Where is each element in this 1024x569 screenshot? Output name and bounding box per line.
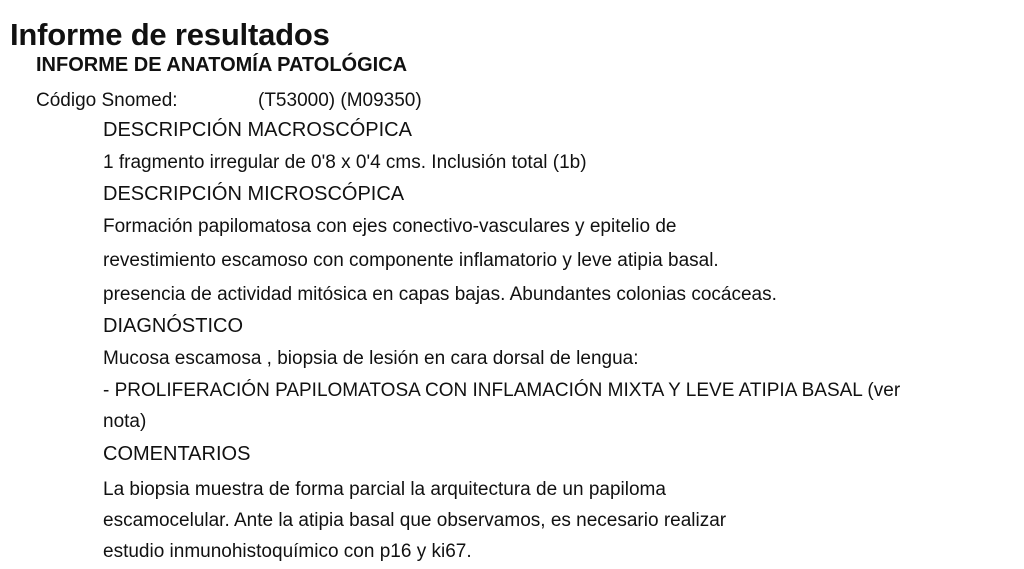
microscopic-line-2: revestimiento escamoso con componente inflamatorio y leve atipia basal. xyxy=(103,250,719,271)
macroscopic-text: 1 fragmento irregular de 0'8 x 0'4 cms. Inclusión total (1b) xyxy=(103,152,587,173)
comments-line-1: La biopsia muestra de forma parcial la arquitectura de un papiloma xyxy=(103,479,666,500)
diagnosis-line-2: - PROLIFERACIÓN PAPILOMATOSA CON INFLAMACIÓN MIXTA Y LEVE ATIPIA BASAL (ver xyxy=(103,380,901,401)
comments-line-3: estudio inmunohistoquímico con p16 y ki67. xyxy=(103,541,472,562)
report-title: INFORME DE ANATOMÍA PATOLÓGICA xyxy=(36,54,408,76)
comments-line-2: escamocelular. Ante la atipia basal que observamos, es necesario realizar xyxy=(103,510,727,531)
snomed-value: (T53000) (M09350) xyxy=(258,90,422,111)
diagnosis-line-3: nota) xyxy=(103,411,147,432)
comments-heading: COMENTARIOS xyxy=(103,443,251,465)
snomed-label: Código Snomed: xyxy=(36,90,178,111)
microscopic-line-1: Formación papilomatosa con ejes conectivo-vasculares y epitelio de xyxy=(103,216,677,237)
microscopic-line-3: presencia de actividad mitósica en capas bajas. Abundantes colonias cocáceas. xyxy=(103,284,777,305)
diagnosis-heading: DIAGNÓSTICO xyxy=(103,315,244,337)
macroscopic-heading: DESCRIPCIÓN MACROSCÓPICA xyxy=(103,119,412,141)
diagnosis-line-1: Mucosa escamosa , biopsia de lesión en cara dorsal de lengua: xyxy=(103,348,639,369)
main-title: Informe de resultados xyxy=(10,17,330,52)
microscopic-heading: DESCRIPCIÓN MICROSCÓPICA xyxy=(103,183,405,205)
